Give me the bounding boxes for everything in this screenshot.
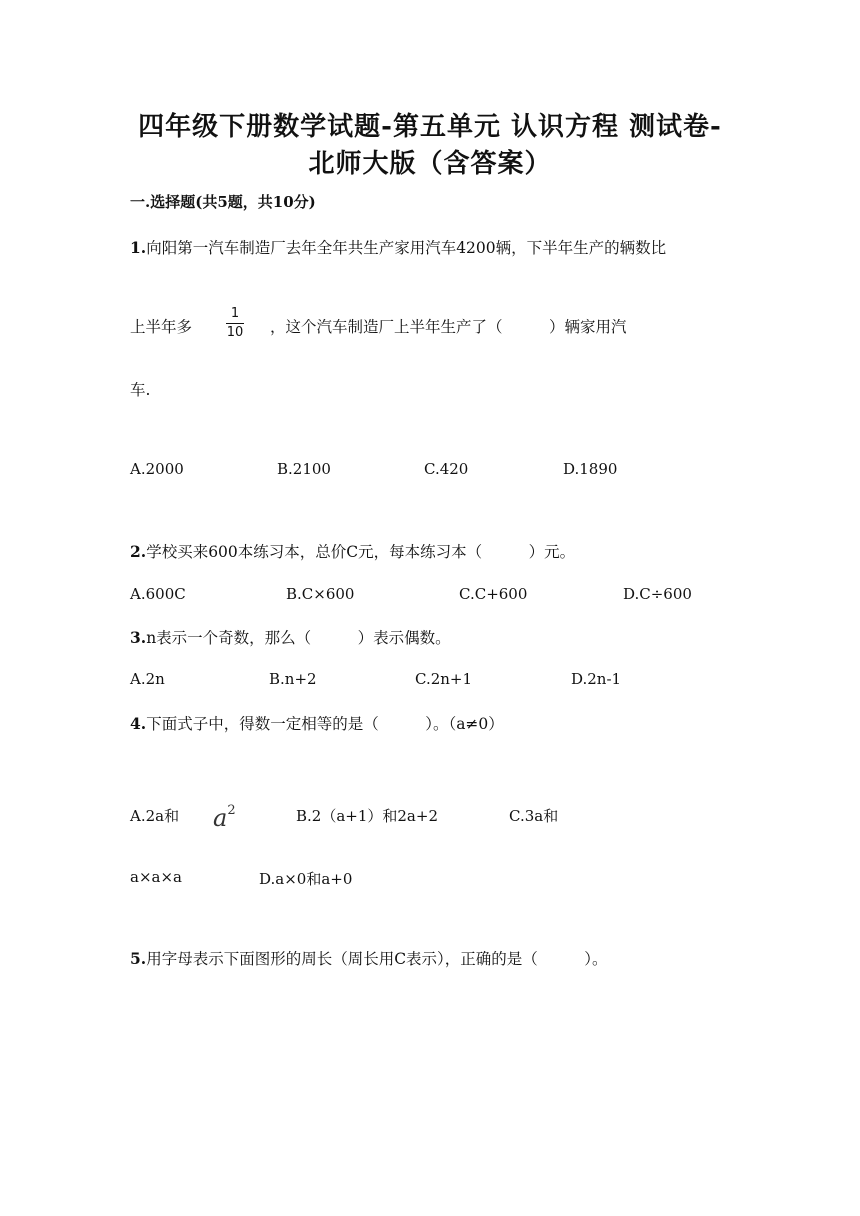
q1-fraction-denominator: 10 xyxy=(226,325,244,340)
q4-number: 4. xyxy=(130,714,147,733)
q2-option-a[interactable]: A.600C xyxy=(130,585,186,603)
doc-title-line2: 北师大版（含答案） xyxy=(308,149,552,179)
q3-option-d[interactable]: D.2n-1 xyxy=(571,670,622,688)
a-squared-exponent: 2 xyxy=(227,803,236,818)
q3-option-c[interactable]: C.2n+1 xyxy=(415,670,473,688)
q4-option-a[interactable]: A.2a和 xyxy=(130,807,180,825)
q1-fraction-numerator: 1 xyxy=(230,306,240,321)
q3-option-a[interactable]: A.2n xyxy=(130,670,165,688)
q2-option-d[interactable]: D.C÷600 xyxy=(623,585,692,603)
q3-question xyxy=(130,626,451,648)
q4-text: 下面式子中，得数一定相等的是（ ）。（a≠0） xyxy=(146,715,504,733)
q5-number: 5. xyxy=(130,949,147,968)
q1-fraction xyxy=(226,306,244,341)
q3-option-b[interactable]: B.n+2 xyxy=(269,670,317,688)
q1-line1 xyxy=(130,236,666,258)
q4-question xyxy=(130,712,504,734)
q1-text-line1: 向阳第一汽车制造厂去年全年共生产家用汽车4200辆，下半年生产的辆数比 xyxy=(146,239,667,257)
q4-option-b[interactable]: B.2（a+1）和2a+2 xyxy=(296,807,438,825)
q2-text: 学校买来600本练习本，总价C元，每本练习本（ ）元。 xyxy=(146,543,576,561)
q3-text: n表示一个奇数，那么（ ）表示偶数。 xyxy=(146,629,451,647)
q2-question xyxy=(130,540,575,562)
q1-option-c[interactable]: C.420 xyxy=(424,460,469,478)
q1-line3: 车. xyxy=(130,381,151,399)
doc-title-line1: 四年级下册数学试题-第五单元 认识方程 测试卷- xyxy=(138,112,722,142)
q4-option-c-continued: a×a×a xyxy=(130,868,182,886)
q1-line2a: 上半年多 xyxy=(130,318,193,336)
q1-option-a[interactable]: A.2000 xyxy=(130,460,184,478)
a-squared-base: a xyxy=(213,804,228,832)
q1-line2b: ，这个汽车制造厂上半年生产了（ ）辆家用汽 xyxy=(270,318,627,336)
q5-question xyxy=(130,947,608,969)
q3-number: 3. xyxy=(130,628,147,647)
q4-option-d[interactable]: D.a×0和a+0 xyxy=(259,870,353,888)
section-heading: 一.选择题(共5题，共10分) xyxy=(130,193,316,211)
q1-option-d[interactable]: D.1890 xyxy=(563,460,618,478)
fraction-bar xyxy=(226,323,244,324)
q1-number: 1. xyxy=(130,238,147,257)
q2-number: 2. xyxy=(130,542,147,561)
q4-option-c[interactable]: C.3a和 xyxy=(509,807,559,825)
q5-text: 用字母表示下面图形的周长（周长用C表示），正确的是（ ）。 xyxy=(146,950,608,968)
a-squared-expression xyxy=(213,803,236,832)
q2-option-b[interactable]: B.C×600 xyxy=(286,585,355,603)
q1-option-b[interactable]: B.2100 xyxy=(277,460,331,478)
q2-option-c[interactable]: C.C+600 xyxy=(459,585,528,603)
